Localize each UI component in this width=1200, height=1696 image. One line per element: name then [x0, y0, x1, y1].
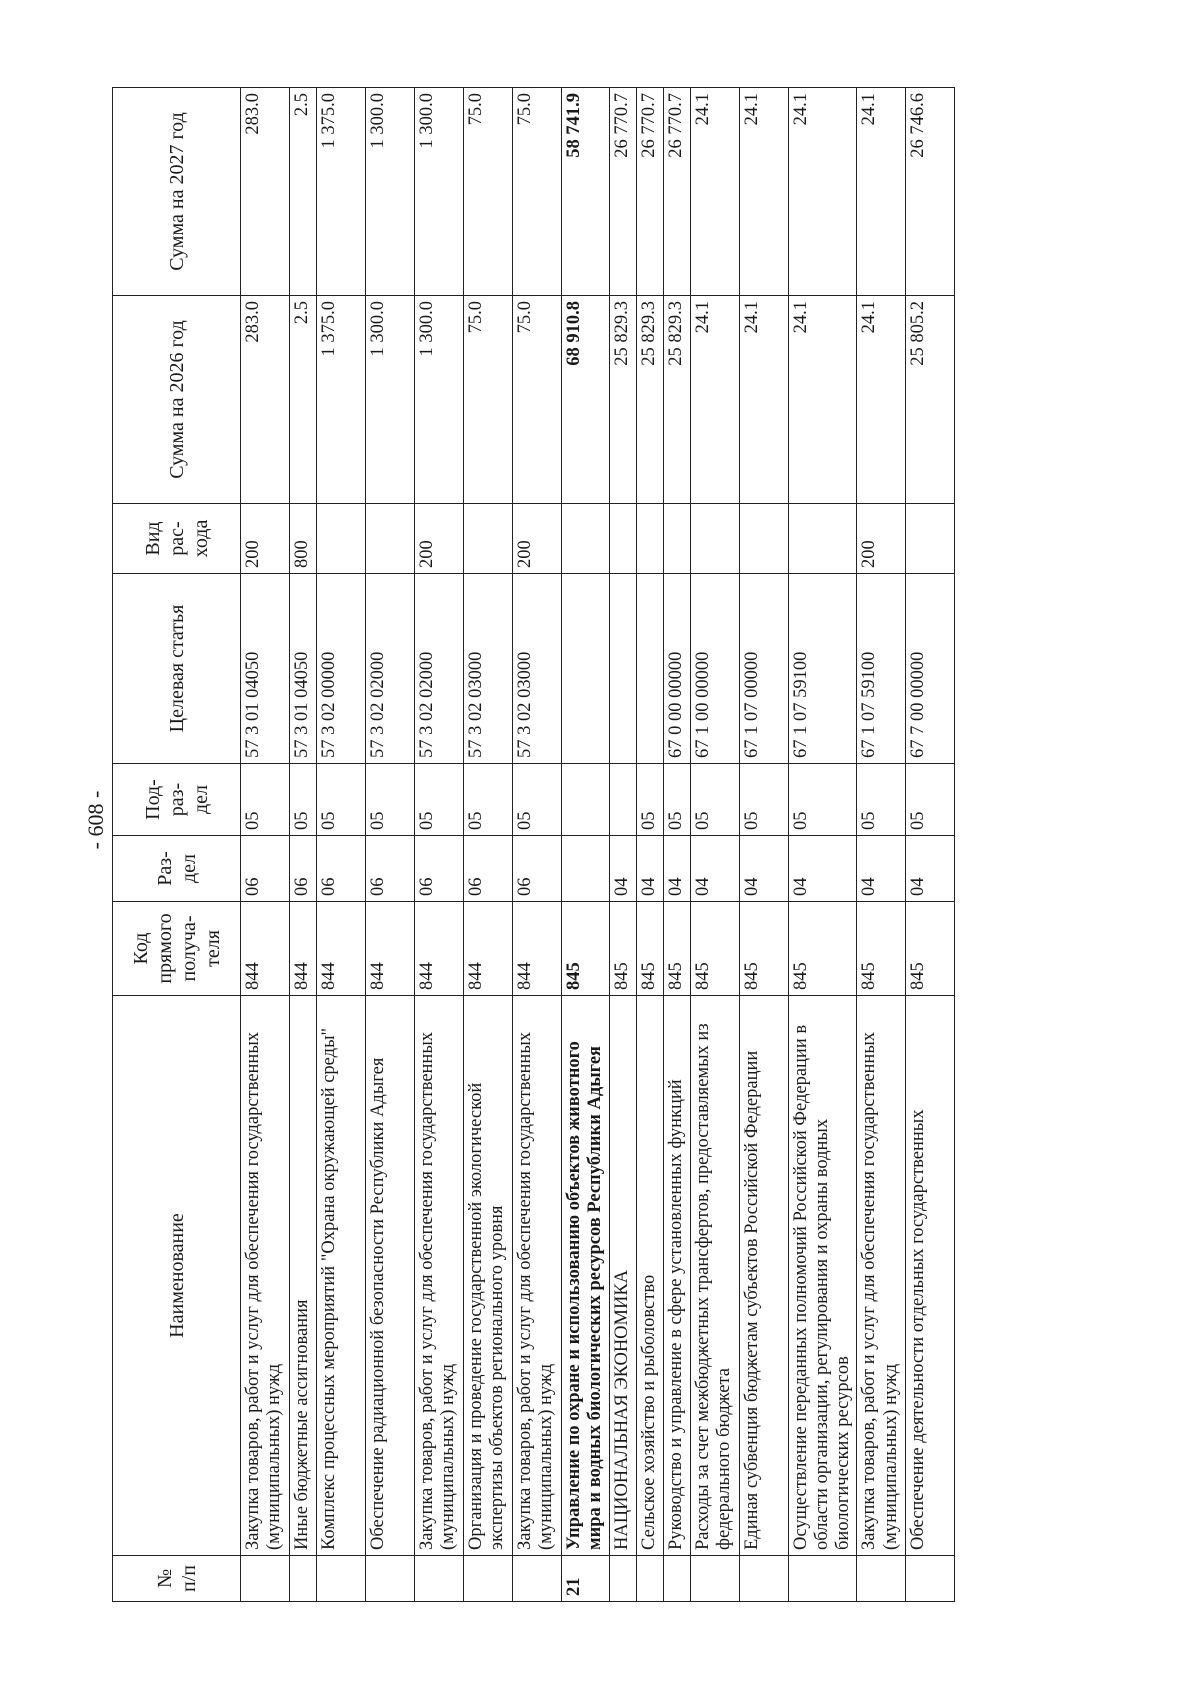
cell-target: 57 3 02 02000: [366, 574, 415, 764]
cell-sum2026: 1 375.0: [317, 296, 366, 504]
cell-section: 06: [415, 836, 464, 902]
cell-expense: [690, 504, 739, 574]
cell-sum2027: 24.1: [857, 88, 906, 296]
header-subsection: Под-раз-дел: [113, 764, 241, 836]
cell-target: 57 3 02 03000: [513, 574, 562, 764]
cell-sum2027: 1 300.0: [415, 88, 464, 296]
cell-no: [690, 1556, 739, 1602]
rotated-page-content: [112, 88, 1112, 1602]
header-no: № п/п: [113, 1556, 241, 1602]
cell-section: 06: [513, 836, 562, 902]
cell-target: 57 3 02 03000: [464, 574, 513, 764]
cell-subsection: 05: [366, 764, 415, 836]
cell-subsection: 05: [317, 764, 366, 836]
cell-expense: [636, 504, 663, 574]
cell-target: 67 1 07 59100: [788, 574, 857, 764]
cell-sum2026: 24.1: [690, 296, 739, 504]
cell-recipient: 845: [690, 902, 739, 996]
cell-section: 04: [906, 836, 955, 902]
cell-name: Закупка товаров, работ и услуг для обеспечения государственных (муниципальных) нужд: [415, 996, 464, 1556]
cell-subsection: 05: [415, 764, 464, 836]
cell-name: Закупка товаров, работ и услуг для обеспечения государственных (муниципальных) нужд: [241, 996, 290, 1556]
cell-name: Руководство и управление в сфере установленных функций: [663, 996, 690, 1556]
table-row: [788, 88, 857, 1602]
cell-recipient: 845: [906, 902, 955, 996]
cell-subsection: 05: [663, 764, 690, 836]
cell-no: [317, 1556, 366, 1602]
cell-no: [290, 1556, 317, 1602]
table-row: [739, 88, 788, 1602]
cell-target: 67 1 07 00000: [739, 574, 788, 764]
cell-no: [739, 1556, 788, 1602]
cell-name: Обеспечение радиационной безопасности Республики Адыгея: [366, 996, 415, 1556]
cell-recipient: 844: [415, 902, 464, 996]
table-row: [366, 88, 415, 1602]
cell-recipient: 844: [241, 902, 290, 996]
cell-sum2027: 26 770.7: [663, 88, 690, 296]
cell-sum2026: 25 829.3: [609, 296, 636, 504]
cell-target: 57 3 01 04050: [290, 574, 317, 764]
cell-subsection: 05: [690, 764, 739, 836]
cell-sum2027: 75.0: [513, 88, 562, 296]
cell-target: 67 7 00 00000: [906, 574, 955, 764]
cell-sum2026: 24.1: [857, 296, 906, 504]
table-row: [290, 88, 317, 1602]
cell-subsection: 05: [739, 764, 788, 836]
cell-recipient: 844: [513, 902, 562, 996]
cell-sum2027: 24.1: [690, 88, 739, 296]
header-section: Раз-дел: [113, 836, 241, 902]
cell-sum2026: 25 829.3: [663, 296, 690, 504]
cell-subsection: 05: [290, 764, 317, 836]
cell-section: 04: [690, 836, 739, 902]
cell-target: 67 1 07 59100: [857, 574, 906, 764]
cell-recipient: 845: [609, 902, 636, 996]
table-row: [663, 88, 690, 1602]
cell-sum2026: 1 300.0: [415, 296, 464, 504]
cell-no: [415, 1556, 464, 1602]
header-target: Целевая статья: [113, 574, 241, 764]
cell-name: Обеспечение деятельности отдельных государственных: [906, 996, 955, 1556]
cell-name: Комплекс процессных мероприятий "Охрана окружающей среды": [317, 996, 366, 1556]
cell-sum2027: 1 300.0: [366, 88, 415, 296]
table-row: [690, 88, 739, 1602]
cell-sum2027: 24.1: [788, 88, 857, 296]
cell-section: 06: [464, 836, 513, 902]
cell-sum2027: 2.5: [290, 88, 317, 296]
cell-target: [562, 574, 610, 764]
cell-sum2026: 25 829.3: [636, 296, 663, 504]
table-header-row: [113, 88, 241, 1602]
cell-section: 04: [739, 836, 788, 902]
cell-target: 67 0 00 00000: [663, 574, 690, 764]
cell-expense: [906, 504, 955, 574]
cell-section: [562, 836, 610, 902]
cell-sum2026: 75.0: [513, 296, 562, 504]
cell-expense: 200: [513, 504, 562, 574]
cell-recipient: 844: [290, 902, 317, 996]
cell-section: 04: [857, 836, 906, 902]
table-row: [464, 88, 513, 1602]
header-recipient: Код прямого получа-теля: [113, 902, 241, 996]
page-number: - 608 -: [83, 790, 108, 850]
cell-sum2026: 24.1: [788, 296, 857, 504]
cell-expense: [562, 504, 610, 574]
cell-target: [609, 574, 636, 764]
cell-subsection: 05: [241, 764, 290, 836]
cell-expense: [788, 504, 857, 574]
cell-name: НАЦИОНАЛЬНАЯ ЭКОНОМИКА: [609, 996, 636, 1556]
cell-section: 06: [241, 836, 290, 902]
cell-subsection: [609, 764, 636, 836]
table-row: [513, 88, 562, 1602]
cell-sum2027: 26 770.7: [636, 88, 663, 296]
cell-sum2027: 26 770.7: [609, 88, 636, 296]
cell-target: 57 3 01 04050: [241, 574, 290, 764]
cell-sum2026: 24.1: [739, 296, 788, 504]
table-row: [562, 88, 610, 1602]
cell-recipient: 844: [366, 902, 415, 996]
cell-no: [609, 1556, 636, 1602]
cell-recipient: 844: [464, 902, 513, 996]
cell-section: 04: [636, 836, 663, 902]
cell-name: Организация и проведение государственной экологической экспертизы объектов регионального уровня: [464, 996, 513, 1556]
cell-sum2027: 58 741.9: [562, 88, 610, 296]
cell-sum2027: 24.1: [739, 88, 788, 296]
cell-no: [636, 1556, 663, 1602]
cell-no: [788, 1556, 857, 1602]
table-row: [636, 88, 663, 1602]
cell-target: 57 3 02 02000: [415, 574, 464, 764]
header-sum-2026: Сумма на 2026 год: [113, 296, 241, 504]
cell-section: 06: [290, 836, 317, 902]
cell-target: [636, 574, 663, 764]
cell-expense: [663, 504, 690, 574]
table-row: [609, 88, 636, 1602]
cell-section: 06: [317, 836, 366, 902]
cell-no: 21: [562, 1556, 610, 1602]
cell-name: Закупка товаров, работ и услуг для обеспечения государственных (муниципальных) нужд: [513, 996, 562, 1556]
cell-recipient: 845: [788, 902, 857, 996]
header-expense: Вид рас-хода: [113, 504, 241, 574]
cell-sum2026: 25 805.2: [906, 296, 955, 504]
cell-name: Управление по охране и использованию объектов животного мира и водных биологических ресурсов Республики Адыгея: [562, 996, 610, 1556]
cell-expense: [317, 504, 366, 574]
cell-sum2027: 75.0: [464, 88, 513, 296]
cell-subsection: 05: [464, 764, 513, 836]
cell-expense: 200: [415, 504, 464, 574]
cell-subsection: [562, 764, 610, 836]
budget-table: [112, 87, 955, 1602]
cell-expense: 200: [857, 504, 906, 574]
cell-sum2026: 75.0: [464, 296, 513, 504]
cell-recipient: 845: [636, 902, 663, 996]
table-row: [857, 88, 906, 1602]
cell-subsection: 05: [513, 764, 562, 836]
cell-name: Расходы за счет межбюджетных трансфертов, предоставляемых из федерального бюджета: [690, 996, 739, 1556]
cell-recipient: 845: [857, 902, 906, 996]
cell-no: [906, 1556, 955, 1602]
cell-recipient: 845: [663, 902, 690, 996]
budget-table-body: [241, 88, 955, 1602]
header-name: Наименование: [113, 996, 241, 1556]
cell-no: [366, 1556, 415, 1602]
cell-name: Сельское хозяйство и рыболовство: [636, 996, 663, 1556]
cell-subsection: 05: [906, 764, 955, 836]
cell-recipient: 845: [739, 902, 788, 996]
cell-name: Осуществление переданных полномочий Российской Федерации в области организации, регулирования и охраны водных биологических ресурсов: [788, 996, 857, 1556]
cell-section: 06: [366, 836, 415, 902]
cell-subsection: 05: [788, 764, 857, 836]
cell-recipient: 844: [317, 902, 366, 996]
cell-sum2027: 26 746.6: [906, 88, 955, 296]
cell-sum2027: 283.0: [241, 88, 290, 296]
cell-sum2026: 2.5: [290, 296, 317, 504]
table-row: [317, 88, 366, 1602]
cell-name: Закупка товаров, работ и услуг для обеспечения государственных (муниципальных) нужд: [857, 996, 906, 1556]
header-sum-2027: Сумма на 2027 год: [113, 88, 241, 296]
cell-section: 04: [663, 836, 690, 902]
table-row: [415, 88, 464, 1602]
cell-no: [663, 1556, 690, 1602]
cell-target: 67 1 00 00000: [690, 574, 739, 764]
cell-sum2026: 68 910.8: [562, 296, 610, 504]
cell-expense: [609, 504, 636, 574]
cell-sum2027: 1 375.0: [317, 88, 366, 296]
cell-expense: 800: [290, 504, 317, 574]
cell-expense: [366, 504, 415, 574]
cell-section: 04: [609, 836, 636, 902]
cell-expense: [739, 504, 788, 574]
cell-no: [857, 1556, 906, 1602]
table-row: [906, 88, 955, 1602]
table-row: [241, 88, 290, 1602]
cell-section: 04: [788, 836, 857, 902]
cell-name: Единая субвенция бюджетам субъектов Российской Федерации: [739, 996, 788, 1556]
cell-target: 57 3 02 00000: [317, 574, 366, 764]
cell-no: [513, 1556, 562, 1602]
cell-name: Иные бюджетные ассигнования: [290, 996, 317, 1556]
cell-no: [241, 1556, 290, 1602]
cell-no: [464, 1556, 513, 1602]
cell-subsection: 05: [857, 764, 906, 836]
cell-sum2026: 283.0: [241, 296, 290, 504]
cell-subsection: 05: [636, 764, 663, 836]
cell-expense: [464, 504, 513, 574]
cell-recipient: 845: [562, 902, 610, 996]
cell-expense: 200: [241, 504, 290, 574]
cell-sum2026: 1 300.0: [366, 296, 415, 504]
